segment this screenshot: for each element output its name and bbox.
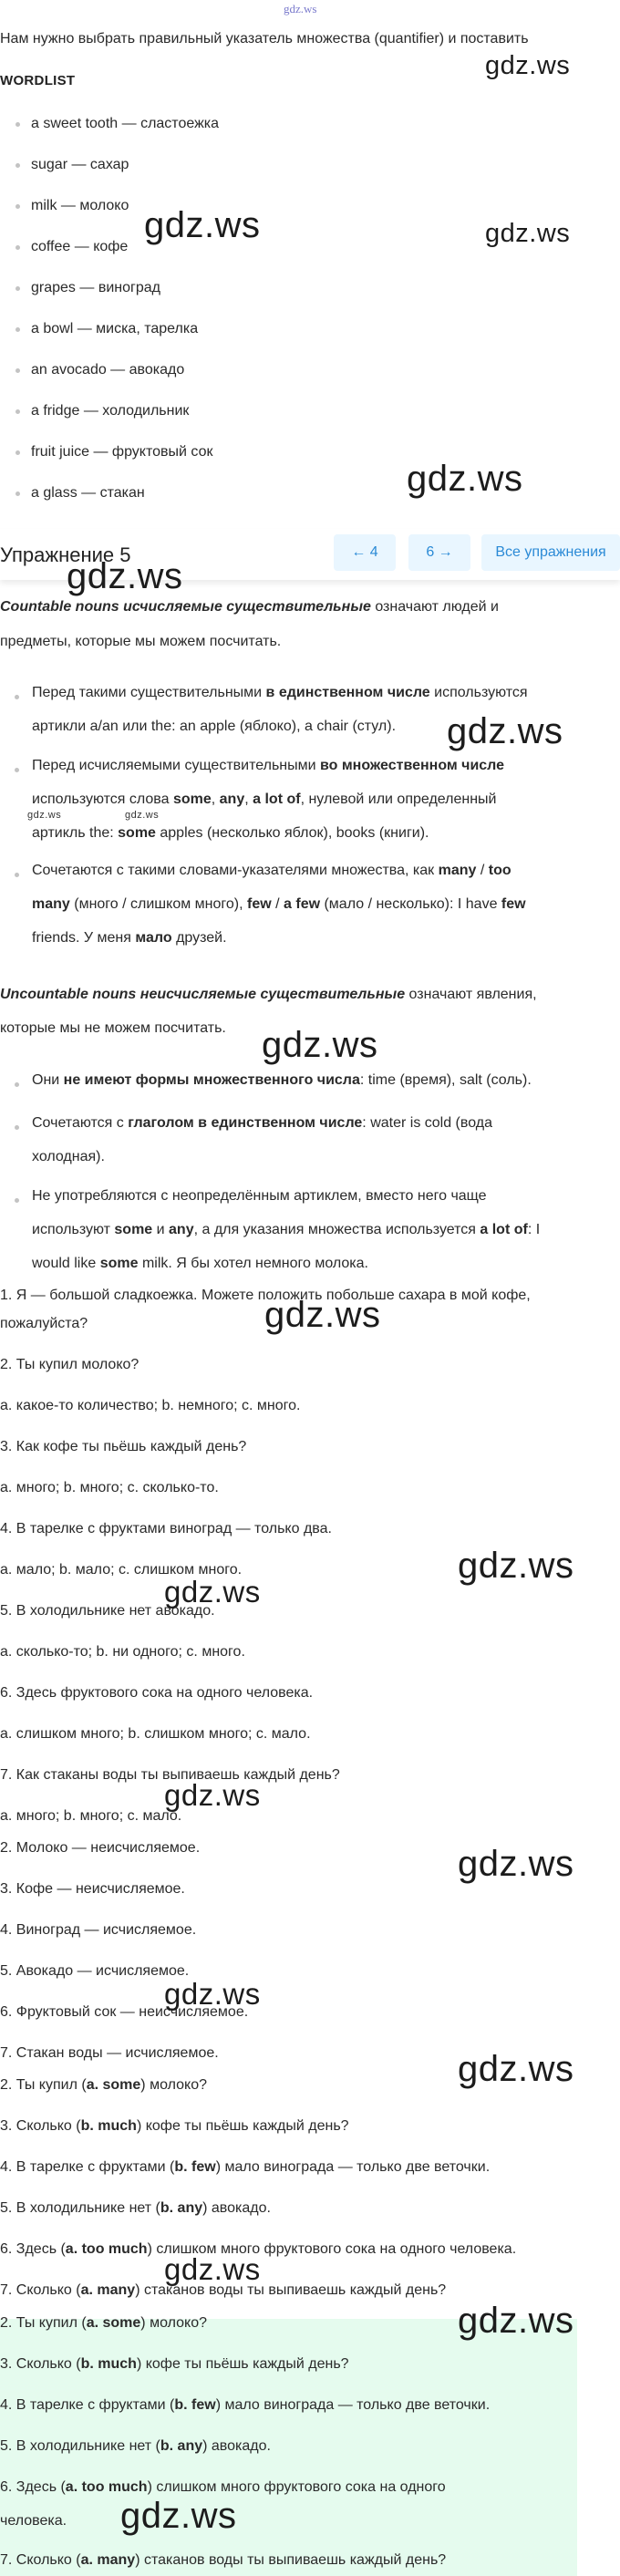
watermark: gdz.ws bbox=[164, 1977, 261, 2011]
bullet-icon bbox=[15, 1198, 19, 1203]
translation-line: a. какое-то количество; b. немного; c. много. bbox=[0, 1398, 301, 1413]
countable-rule-2-cont: используются слова some, any, a lot of, нулевой или определенный bbox=[32, 791, 497, 807]
uncountable-rule-2: Сочетаются с глаголом в единственном числе: water is cold (вода bbox=[32, 1115, 492, 1131]
watermark: gdz.ws bbox=[458, 1844, 574, 1884]
wordlist-item: an avocado — авокадо bbox=[0, 361, 219, 402]
watermark: gdz.ws bbox=[164, 2252, 261, 2286]
answer-line: 6. Здесь (a. too much) слишком много фруктового сока на одного bbox=[0, 2479, 446, 2495]
translation-line: a. слишком много; b. слишком много; c. мало. bbox=[0, 1726, 311, 1742]
bullet-icon bbox=[15, 1125, 19, 1130]
watermark: gdz.ws bbox=[458, 2049, 574, 2089]
answer-line: 7. Сколько (a. many) стаканов воды ты выпиваешь каждый день? bbox=[0, 2282, 447, 2298]
translation-line: 5. В холодильнике нет авокадо. bbox=[0, 1603, 215, 1619]
answer-line: человека. bbox=[0, 2513, 67, 2529]
watermark: gdz.ws bbox=[264, 1295, 381, 1335]
bullet-icon bbox=[15, 1082, 19, 1087]
prev-exercise-button[interactable]: ← 4 bbox=[334, 534, 396, 571]
uncountable-rule-3-cont: используют some и any, а для указания множества используется a lot of: I bbox=[32, 1222, 541, 1237]
wordlist-title: WORDLIST bbox=[0, 73, 76, 88]
uncountable-rule-2-cont: холодная). bbox=[32, 1149, 105, 1164]
classification-line: 4. Виноград — исчисляемое. bbox=[0, 1922, 197, 1938]
wordlist-item: coffee — кофе bbox=[0, 238, 219, 279]
translation-line: a. мало; b. мало; c. слишком много. bbox=[0, 1562, 243, 1578]
watermark: gdz.ws bbox=[67, 556, 183, 596]
countable-rule-3-cont2: friends. У меня мало друзей. bbox=[32, 930, 227, 946]
watermark: gdz.ws bbox=[262, 1025, 378, 1065]
watermark: gdz.ws bbox=[125, 810, 160, 821]
countable-rule-2: Перед исчисляемыми существительными во множественном числе bbox=[32, 758, 505, 773]
all-exercises-button[interactable]: Все упражнения bbox=[481, 534, 620, 571]
translation-line: a. много; b. много; c. мало. bbox=[0, 1808, 182, 1824]
countable-definition: Countable nouns исчисляемые существительные означают людей и bbox=[0, 599, 499, 615]
bullet-icon bbox=[15, 695, 19, 699]
answer-line: 3. Сколько (b. much) кофе ты пьёшь каждый день? bbox=[0, 2118, 349, 2134]
classification-line: 6. Фруктовый сок — неисчисляемое. bbox=[0, 2004, 249, 2020]
watermark: gdz.ws bbox=[407, 459, 523, 499]
uncountable-definition: Uncountable nouns неисчисляемые существительные означают явления, bbox=[0, 987, 537, 1002]
countable-definition-cont: предметы, которые мы можем посчитать. bbox=[0, 634, 282, 649]
translation-line: 3. Как кофе ты пьёшь каждый день? bbox=[0, 1439, 247, 1454]
watermark: gdz.ws bbox=[120, 2496, 237, 2536]
answer-line: 5. В холодильнике нет (b. any) авокадо. bbox=[0, 2438, 271, 2454]
wordlist-item: a sweet tooth — сластоежка bbox=[0, 115, 219, 156]
translation-line: 2. Ты купил молоко? bbox=[0, 1357, 140, 1372]
watermark: gdz.ws bbox=[144, 205, 261, 245]
watermark: gdz.ws bbox=[485, 219, 571, 248]
countable-rule-1: Перед такими существительными в единственном числе используются bbox=[32, 685, 528, 700]
watermark: gdz.ws bbox=[164, 1575, 261, 1609]
wordlist-item: a glass — стакан bbox=[0, 484, 219, 525]
answer-line: 2. Ты купил (a. some) молоко? bbox=[0, 2315, 208, 2331]
watermark: gdz.ws bbox=[164, 1778, 261, 1812]
classification-line: 5. Авокадо — исчисляемое. bbox=[0, 1963, 190, 1979]
translation-line: 1. Я — большой сладкоежка. Можете положить побольше сахара в мой кофе, bbox=[0, 1288, 531, 1303]
wordlist-item: a bowl — миска, тарелка bbox=[0, 320, 219, 361]
intro-text: Нам нужно выбрать правильный указатель множества (quantifier) и поставить bbox=[0, 31, 529, 47]
uncountable-rule-3: Не употребляются с неопределённым артиклем, вместо него чаще bbox=[32, 1188, 487, 1204]
answer-line: 7. Сколько (a. many) стаканов воды ты выпиваешь каждый день? bbox=[0, 2552, 447, 2568]
watermark: gdz.ws bbox=[458, 2301, 574, 2341]
watermark: gdz.ws bbox=[458, 1546, 574, 1586]
answer-line: 2. Ты купил (a. some) молоко? bbox=[0, 2077, 208, 2093]
answer-line: 4. В тарелке с фруктами (b. few) мало винограда — только две веточки. bbox=[0, 2159, 491, 2175]
wordlist-item: fruit juice — фруктовый сок bbox=[0, 443, 219, 484]
answer-line: 5. В холодильнике нет (b. any) авокадо. bbox=[0, 2200, 271, 2216]
translation-line: 6. Здесь фруктового сока на одного человека. bbox=[0, 1685, 314, 1701]
answer-line: 6. Здесь (a. too much) слишком много фруктового сока на одного человека. bbox=[0, 2241, 517, 2257]
uncountable-rule-3-cont2: would like some milk. Я бы хотел немного молока. bbox=[32, 1256, 368, 1271]
exercise-title: Упражнение 5 bbox=[0, 543, 131, 566]
wordlist-item: milk — молоко bbox=[0, 197, 219, 238]
answer-line: 4. В тарелке с фруктами (b. few) мало винограда — только две веточки. bbox=[0, 2397, 491, 2413]
classification-line: 3. Кофе — неисчисляемое. bbox=[0, 1881, 185, 1897]
watermark: gdz.ws bbox=[447, 711, 563, 751]
countable-rule-2-cont2: артикль the: some apples (несколько яблок), books (книги). bbox=[32, 825, 429, 841]
answer-line: 3. Сколько (b. much) кофе ты пьёшь каждый день? bbox=[0, 2356, 349, 2372]
classification-line: 2. Молоко — неисчисляемое. bbox=[0, 1840, 201, 1856]
bullet-icon bbox=[15, 873, 19, 877]
wordlist-item: sugar — сахар bbox=[0, 156, 219, 197]
watermark: gdz.ws bbox=[27, 810, 62, 821]
translation-line: 7. Как стаканы воды ты выпиваешь каждый день? bbox=[0, 1767, 340, 1783]
wordlist-item: a fridge — холодильник bbox=[0, 402, 219, 443]
translation-line: 4. В тарелке с фруктами виноград — только два. bbox=[0, 1521, 332, 1536]
bullet-icon bbox=[15, 768, 19, 772]
wordlist-item: grapes — виноград bbox=[0, 279, 219, 320]
countable-rule-1-cont: артикли a/an или the: an apple (яблоко), a chair (стул). bbox=[32, 719, 397, 734]
site-logo-text[interactable]: gdz.ws bbox=[284, 2, 317, 16]
uncountable-definition-cont: которые мы не можем посчитать. bbox=[0, 1020, 226, 1036]
countable-rule-3: Сочетаются с такими словами-указателями множества, как many / too bbox=[32, 863, 512, 878]
uncountable-rule-1: Они не имеют формы множественного числа: time (время), salt (соль). bbox=[32, 1072, 532, 1088]
translation-line: a. много; b. много; c. сколько-то. bbox=[0, 1480, 219, 1495]
countable-rule-3-cont: many (много / слишком много), few / a few (мало / несколько): I have few bbox=[32, 896, 526, 912]
classification-line: 7. Стакан воды — исчисляемое. bbox=[0, 2045, 219, 2061]
wordlist bbox=[0, 115, 219, 525]
translation-line: a. сколько-то; b. ни одного; c. много. bbox=[0, 1644, 245, 1660]
watermark: gdz.ws bbox=[485, 51, 571, 80]
translation-line: пожалуйста? bbox=[0, 1316, 88, 1331]
next-exercise-button[interactable]: 6 → bbox=[408, 534, 470, 571]
